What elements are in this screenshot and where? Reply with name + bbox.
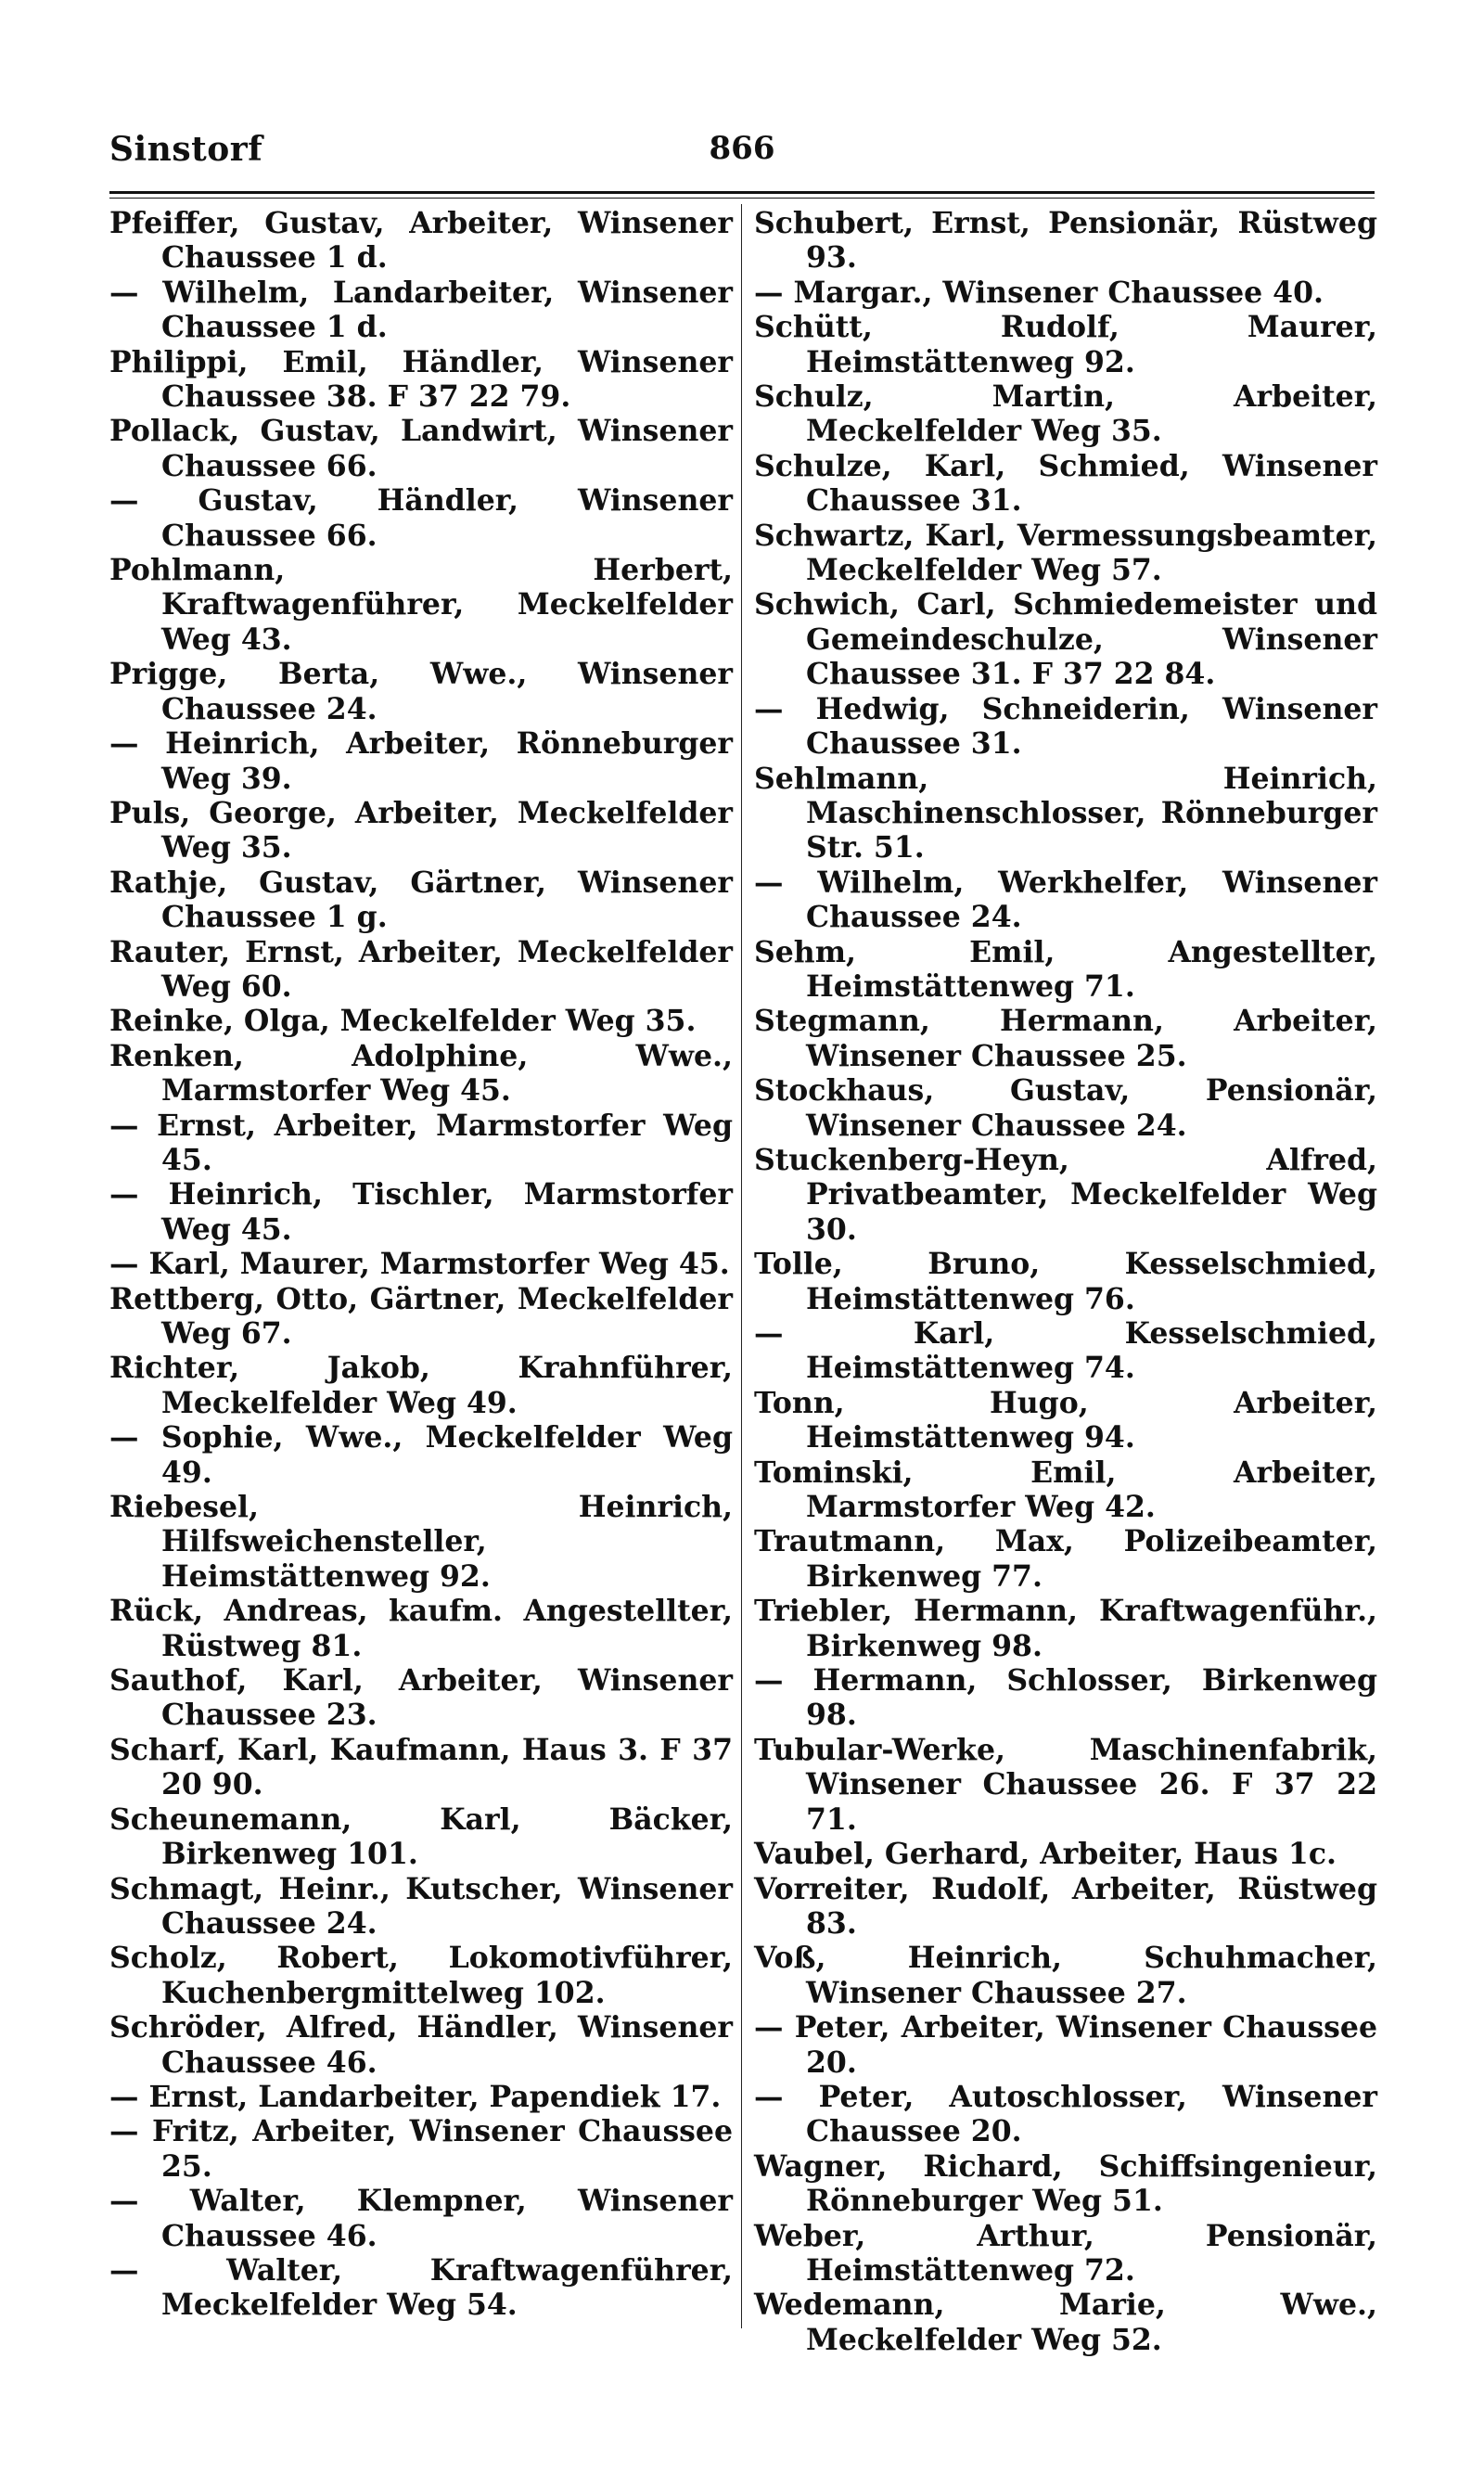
- directory-entry: Scharf, Karl, Kaufmann, Haus 3. F 37 20 90.: [109, 1732, 733, 1802]
- directory-entry: Voß, Heinrich, Schuhmacher, Winsener Chaussee 27.: [754, 1941, 1377, 2010]
- directory-entry: Reinke, Olga, Meckelfelder Weg 35.: [109, 1004, 697, 1039]
- directory-entry: — Peter, Arbeiter, Winsener Chaussee 20.: [754, 2010, 1377, 2080]
- directory-entry: Triebler, Hermann, Kraftwagenführ., Birkenweg 98.: [754, 1594, 1377, 1663]
- left-column: [109, 206, 733, 2323]
- directory-entry: — Wilhelm, Werkhelfer, Winsener Chaussee 24.: [754, 865, 1377, 935]
- running-head: [109, 130, 1375, 176]
- directory-entry: Tubular-Werke, Maschinenfabrik, Winsener Chaussee 26. F 37 22 71.: [754, 1732, 1377, 1837]
- directory-entry: — Gustav, Händler, Winsener Chaussee 66.: [109, 483, 733, 553]
- directory-entry: — Walter, Kraftwagenführer, Meckelfelder Weg 54.: [109, 2252, 733, 2323]
- directory-entry: Renken, Adolphine, Wwe., Marmstorfer Weg 45.: [109, 1038, 733, 1109]
- directory-entry: Schütt, Rudolf, Maurer, Heimstättenweg 92.: [754, 310, 1377, 379]
- directory-entry: Wagner, Richard, Schiffsingenieur, Rönneburger Weg 51.: [754, 2148, 1377, 2219]
- directory-entry: Tonn, Hugo, Arbeiter, Heimstättenweg 94.: [754, 1385, 1377, 1455]
- directory-entry: — Ernst, Landarbeiter, Papendiek 17.: [109, 2079, 722, 2114]
- column-divider: [741, 204, 742, 2328]
- directory-entry: Pfeiffer, Gustav, Arbeiter, Winsener Chaussee 1 d.: [109, 206, 733, 276]
- right-column: [754, 206, 1377, 2357]
- directory-entry: Stockhaus, Gustav, Pensionär, Winsener Chaussee 24.: [754, 1073, 1377, 1143]
- directory-entry: — Hermann, Schlosser, Birkenweg 98.: [754, 1663, 1377, 1733]
- header-rule-thin: [109, 198, 1375, 199]
- directory-entry: Rathje, Gustav, Gärtner, Winsener Chaussee 1 g.: [109, 865, 733, 935]
- directory-entry: Vorreiter, Rudolf, Arbeiter, Rüstweg 83.: [754, 1871, 1377, 1941]
- directory-entry: — Margar., Winsener Chaussee 40.: [754, 275, 1324, 310]
- directory-entry: Trautmann, Max, Polizeibeamter, Birkenweg 77.: [754, 1524, 1377, 1594]
- directory-entry: Tominski, Emil, Arbeiter, Marmstorfer Weg 42.: [754, 1455, 1377, 1525]
- directory-entry: Sauthof, Karl, Arbeiter, Winsener Chaussee 23.: [109, 1663, 733, 1733]
- place-name: Sinstorf: [109, 130, 263, 169]
- directory-entry: Philippi, Emil, Händler, Winsener Chaussee 38. F 37 22 79.: [109, 344, 733, 415]
- directory-entry: Pollack, Gustav, Landwirt, Winsener Chaussee 66.: [109, 414, 733, 483]
- directory-entry: — Fritz, Arbeiter, Winsener Chaussee 25.: [109, 2114, 733, 2184]
- directory-entry: Schmagt, Heinr., Kutscher, Winsener Chaussee 24.: [109, 1871, 733, 1941]
- directory-entry: Schwartz, Karl, Vermessungsbeamter, Meckelfelder Weg 57.: [754, 518, 1377, 588]
- directory-entry: Sehm, Emil, Angestellter, Heimstättenweg 71.: [754, 934, 1377, 1004]
- directory-entry: Vaubel, Gerhard, Arbeiter, Haus 1c.: [754, 1837, 1337, 1872]
- directory-entry: — Heinrich, Arbeiter, Rönneburger Weg 39.: [109, 726, 733, 796]
- directory-entry: — Karl, Kesselschmied, Heimstättenweg 74.: [754, 1316, 1377, 1386]
- directory-entry: Rettberg, Otto, Gärtner, Meckelfelder Weg 67.: [109, 1281, 733, 1351]
- directory-entry: — Peter, Autoschlosser, Winsener Chaussee 20.: [754, 2079, 1377, 2149]
- directory-entry: Schulz, Martin, Arbeiter, Meckelfelder Weg 35.: [754, 379, 1377, 449]
- directory-entry: Sehlmann, Heinrich, Maschinenschlosser, Rönneburger Str. 51.: [754, 761, 1377, 865]
- directory-entry: Weber, Arthur, Pensionär, Heimstättenweg 72.: [754, 2218, 1377, 2288]
- page-number: 866: [709, 130, 775, 167]
- directory-entry: Scheunemann, Karl, Bäcker, Birkenweg 101.: [109, 1801, 733, 1872]
- directory-entry: — Karl, Maurer, Marmstorfer Weg 45.: [109, 1247, 730, 1282]
- directory-entry: Pohlmann, Herbert, Kraftwagenführer, Meckelfelder Weg 43.: [109, 553, 733, 657]
- directory-entry: Schulze, Karl, Schmied, Winsener Chaussee 31.: [754, 448, 1377, 519]
- directory-entry: Rauter, Ernst, Arbeiter, Meckelfelder Weg 60.: [109, 934, 733, 1004]
- directory-entry: Rück, Andreas, kaufm. Angestellter, Rüstweg 81.: [109, 1594, 733, 1663]
- directory-entry: — Heinrich, Tischler, Marmstorfer Weg 45.: [109, 1177, 733, 1247]
- directory-entry: — Ernst, Arbeiter, Marmstorfer Weg 45.: [109, 1108, 733, 1177]
- directory-entry: Puls, George, Arbeiter, Meckelfelder Weg 35.: [109, 795, 733, 865]
- directory-entry: — Hedwig, Schneiderin, Winsener Chaussee 31.: [754, 691, 1377, 762]
- directory-entry: Scholz, Robert, Lokomotivführer, Kuchenbergmittelweg 102.: [109, 1941, 733, 2010]
- directory-entry: Prigge, Berta, Wwe., Winsener Chaussee 24.: [109, 657, 733, 726]
- directory-entry: Wedemann, Marie, Wwe., Meckelfelder Weg 52.: [754, 2288, 1377, 2357]
- directory-entry: Richter, Jakob, Krahnführer, Meckelfelder Weg 49.: [109, 1351, 733, 1420]
- directory-entry: Tolle, Bruno, Kesselschmied, Heimstättenweg 76.: [754, 1247, 1377, 1316]
- directory-entry: Schubert, Ernst, Pensionär, Rüstweg 93.: [754, 206, 1377, 276]
- directory-entry: Stegmann, Hermann, Arbeiter, Winsener Chaussee 25.: [754, 1004, 1377, 1073]
- directory-entry: Stuckenberg-Heyn, Alfred, Privatbeamter, Meckelfelder Weg 30.: [754, 1142, 1377, 1247]
- directory-entry: — Wilhelm, Landarbeiter, Winsener Chaussee 1 d.: [109, 275, 733, 345]
- directory-entry: — Sophie, Wwe., Meckelfelder Weg 49.: [109, 1420, 733, 1490]
- directory-entry: Schwich, Carl, Schmiedemeister und Gemeindeschulze, Winsener Chaussee 31. F 37 22 84.: [754, 587, 1377, 692]
- directory-entry: — Walter, Klempner, Winsener Chaussee 46.: [109, 2184, 733, 2253]
- header-rule: [109, 191, 1375, 194]
- directory-entry: Riebesel, Heinrich, Hilfsweichensteller, Heimstättenweg 92.: [109, 1490, 733, 1594]
- directory-entry: Schröder, Alfred, Händler, Winsener Chaussee 46.: [109, 2010, 733, 2080]
